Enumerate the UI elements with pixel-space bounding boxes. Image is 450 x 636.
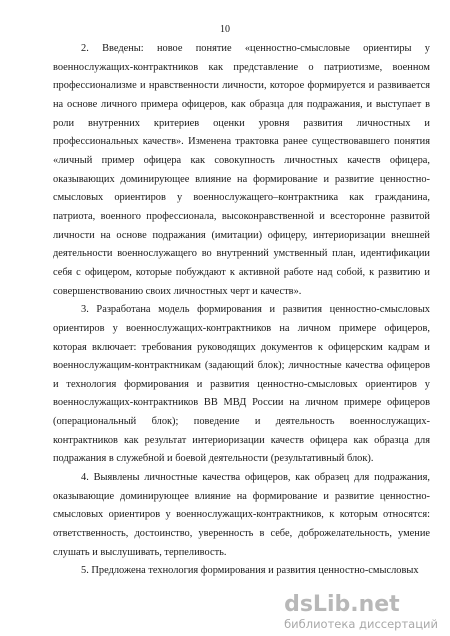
page-number: 10 [220,24,230,35]
dslib-watermark [284,591,438,631]
watermark-logo: dsLib.net [284,591,400,617]
paragraph-2-definitions: 2. Введены: новое понятие «ценностно-смысловые ориентиры у военнослужащих-контрактников как представление о патриотизме, военном профессионализме и нравственности личности, которое формируется и развивается на основе личного примера офицеров, как образца для подражания, и выступает в роли внутренних критериев оценки уровня развития личностных и профессиональных качеств». Изменена трактовка ранее существовавшего понятия «личный пример офицера как совокупность личностных качеств офицера, оказывающих доминирующее влияние на формирование и развитие ценностно-смысловых ориентиров у военнослужащего–контрактника как гражданина, патриота, военного профессионала, высоконравственной и всесторонне развитой личности на основе подражания (имитации) офицеру, интериоризации внешней деятельности военнослужащего во внутренний умственный план, идентификации себя с офицером, которые побуждают к активной работе над собой, к развитию и совершенствованию своих личностных черт и качеств». [53,43,430,297]
paragraph-5-technology: 5. Предложена технология формирования и развития ценностно-смысловых [81,565,419,577]
paragraph-4-qualities: 4. Выявлены личностные качества офицеров, как образец для подражания, оказывающие доминирующее влияние на формирование и развитие ценностно-смысловых ориентиров у военнослужащих-контрактников, к которым относятся: ответственность, достоинство, уверенность в себе, доброжелательность, умение слушать и выслушивать, терпеливость. [53,472,430,558]
paragraph-3-model: 3. Разработана модель формирования и развития ценностно-смысловых ориентиров у военнослужащих-контрактников на личном примере офицеров, которая включает: требования руководящих документов к офицерским кадрам и военнослужащим-контрактникам (задающий блок); личностные качества офицеров и технология формирования и развития ценностно-смысловых ориентиров у военнослужащих-контрактников ВВ МВД России на личном примере офицеров (операциональный блок); поведение и деятельность военнослужащих-контрактников как результат интериоризации качеств офицера как образца для подражания в служебной и боевой деятельности (результативный блок). [53,304,430,465]
watermark-tagline: библиотека диссертаций [284,616,438,631]
document-body [53,40,430,581]
